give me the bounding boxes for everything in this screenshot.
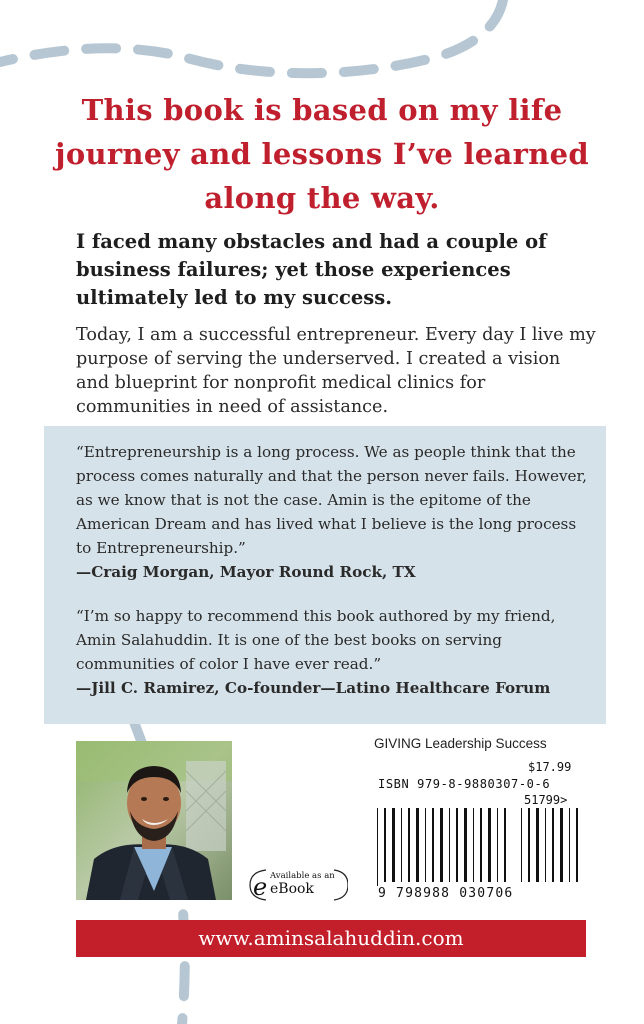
testimonial-text: “Entrepreneurship is a long process. We as people think that the process comes naturally and that the person never fails. However, as we know that is not the case. Amin is the epitome of the American Dream and has lived what I believe is the long process to Entrepreneurship.” <box>76 443 587 557</box>
testimonial-attribution: —Jill C. Ramirez, Co-founder—Latino Healthcare Forum <box>76 679 551 697</box>
body-paragraph: Today, I am a successful entrepreneur. Every day I live my purpose of serving the underserved. I created a vision and blueprint for nonprofit medical clinics for communities in need of assistance. <box>76 325 596 417</box>
barcode-bar <box>569 808 570 882</box>
testimonial <box>76 440 596 584</box>
barcode-bar <box>464 808 467 882</box>
barcode-bar <box>488 808 491 882</box>
barcode-bar <box>560 808 563 882</box>
bisac-categories: GIVING Leadership Success <box>374 736 547 751</box>
barcode-bar <box>536 808 539 882</box>
barcode-bar <box>432 808 434 882</box>
barcode-bar <box>480 808 482 882</box>
barcode-bar <box>473 808 474 882</box>
barcode-bar <box>392 808 395 882</box>
author-photo <box>76 741 232 900</box>
barcode-bar <box>408 808 410 882</box>
svg-text:e: e <box>253 873 268 901</box>
barcode-bar <box>545 808 546 882</box>
barcode-bar <box>440 808 443 882</box>
barcode-bar <box>425 808 426 882</box>
barcode-bar <box>377 808 378 886</box>
isbn: ISBN 979-8-9880307-0-6 <box>378 777 551 791</box>
testimonial-attribution: —Craig Morgan, Mayor Round Rock, TX <box>76 563 416 581</box>
barcode-bar <box>384 808 386 882</box>
barcode-bar <box>521 808 522 882</box>
testimonial-box <box>44 426 606 724</box>
price-code: 51799> <box>524 793 568 807</box>
barcode-bar <box>401 808 402 882</box>
ebook-available-label: Available as an <box>270 871 335 881</box>
barcode-bar <box>449 808 450 882</box>
barcode-bar <box>497 808 498 882</box>
subheadline: I faced many obstacles and had a couple of business failures; yet those experiences ultimately led to my success. <box>76 230 547 309</box>
headline: This book is based on my life journey and lessons I’ve learned along the way. <box>55 93 589 215</box>
testimonial <box>76 604 596 700</box>
ebook-badge <box>248 868 348 902</box>
barcode-bar <box>528 808 530 882</box>
website-url: www.aminsalahuddin.com <box>76 920 586 957</box>
barcode-number: 9 798988 030706 <box>378 886 514 901</box>
testimonial-text: “I’m so happy to recommend this book authored by my friend, Amin Salahuddin. It is one of the best books on serving communities of color I have ever read.” <box>76 607 556 673</box>
barcode-bar <box>416 808 419 882</box>
ebook-label: eBook <box>270 881 314 897</box>
barcode-bar <box>552 808 554 882</box>
barcode <box>376 808 512 886</box>
barcode-bar <box>456 808 458 882</box>
barcode-bar <box>504 808 506 882</box>
barcode-bar <box>576 808 578 882</box>
addon-barcode <box>520 808 586 886</box>
price: $17.99 <box>528 760 572 774</box>
